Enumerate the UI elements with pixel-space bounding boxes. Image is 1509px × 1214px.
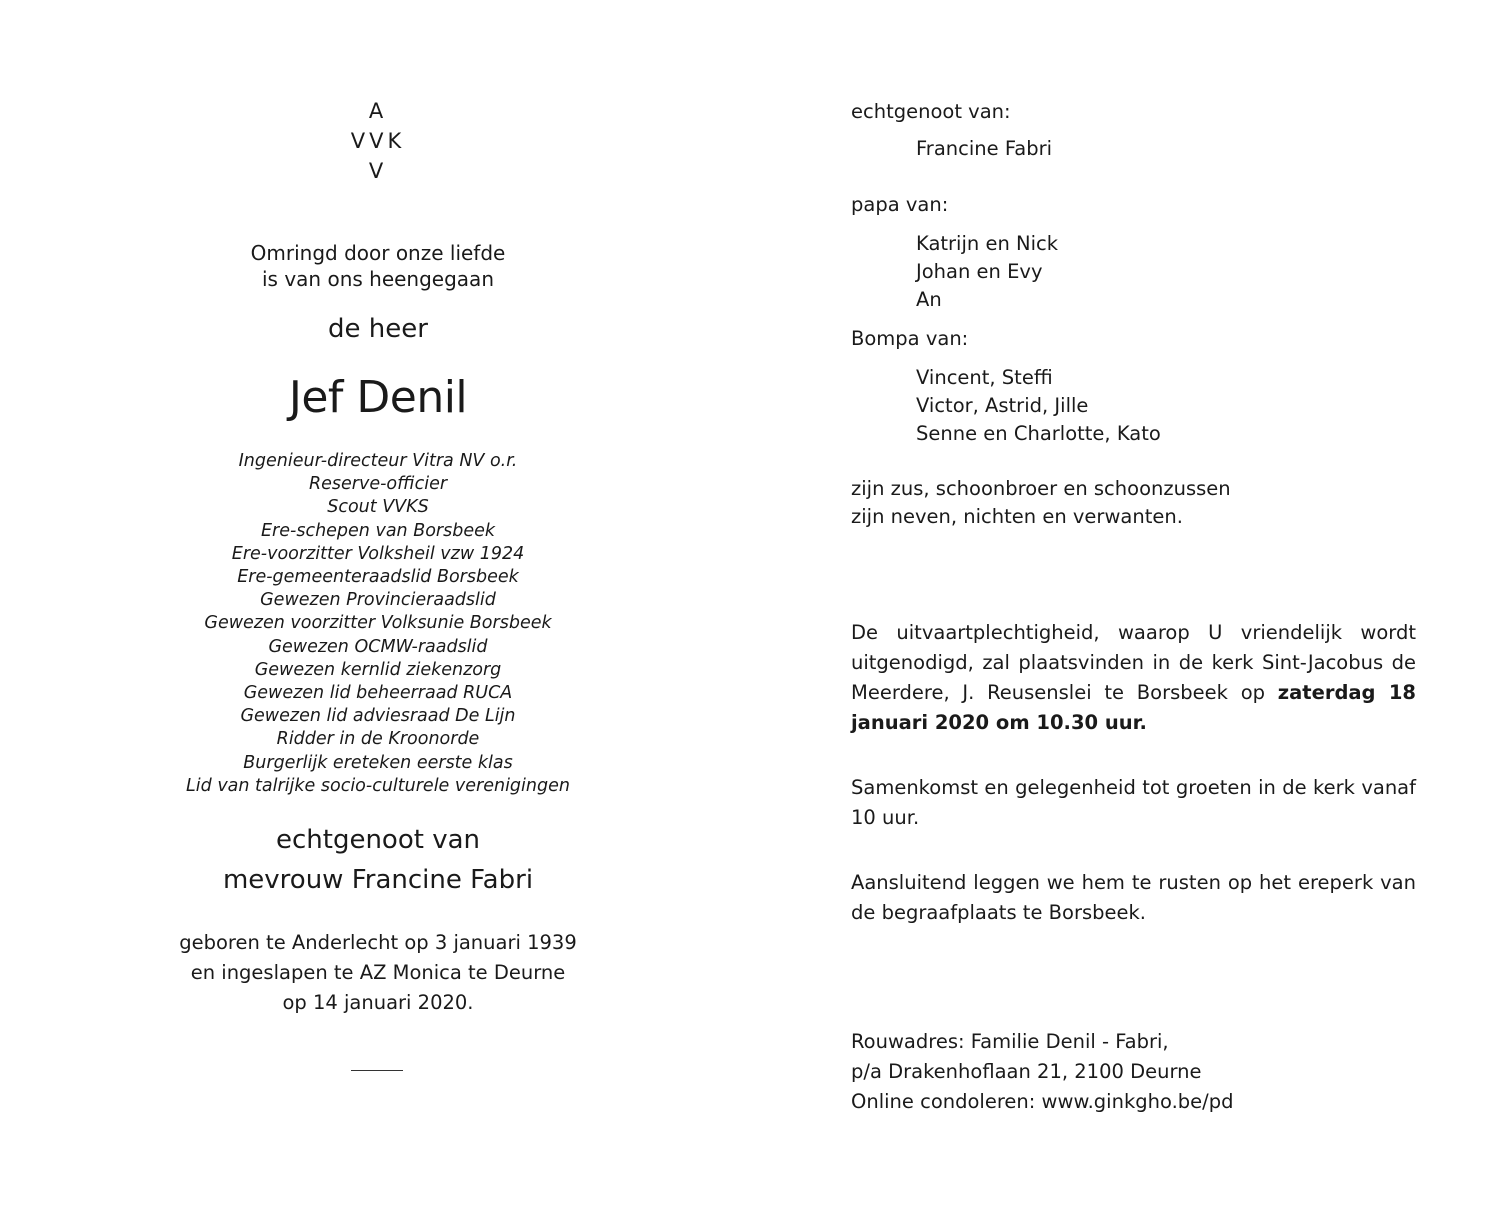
grandchild-item: Victor, Astrid, Jille [916,394,1089,417]
title-item: Reserve-officier [308,474,448,495]
title-item: Ridder in de Kroonorde [276,729,480,750]
divider-line [351,1070,403,1071]
intro-text [150,240,606,292]
child-item: Katrijn en Nick [916,232,1059,255]
birth-death-block [150,928,606,1018]
address-line: p/a Drakenhoflaan 21, 2100 Deurne [851,1060,1202,1083]
born-line: op 14 januari 2020. [282,991,474,1014]
spouse-line: mevrouw Francine Fabri [222,865,534,895]
monogram [150,96,606,186]
spouse-name: Francine Fabri [916,137,1053,160]
funeral-text: De uitvaartplechtigheid, waarop U vriendelijk wordt uitgenodigd, zal plaatsvinden in de kerk Sint-Jacobus de Meerdere, J. Reusenslei te Borsbeek op [851,621,1416,704]
title-item: Ere-gemeenteraadslid Borsbeek [237,567,519,588]
title-item: Gewezen lid adviesraad De Lijn [240,706,516,727]
child-item: An [916,288,942,311]
intro-line: Omringd door onze liefde [250,241,506,265]
address-block [851,1027,1233,1117]
title-item: Gewezen OCMW-raadslid [268,636,488,657]
grandchildren-list [916,364,1161,448]
title-item: Gewezen lid beheerraad RUCA [243,683,513,704]
title-item: Ingenieur-directeur Vitra NV o.r. [238,451,518,471]
deceased-name: Jef Denil [288,372,468,423]
family-line: zijn zus, schoonbroer en schoonzussen [851,477,1231,500]
family-line: zijn neven, nichten en verwanten. [851,505,1183,528]
title-item: Ere-schepen van Borsbeek [261,520,495,541]
titles-list [150,450,606,798]
intro-line: is van ons heengegaan [262,267,494,291]
funeral-paragraph [851,618,1416,738]
bompa-label: Bompa van: [851,327,969,350]
papa-label: papa van: [851,193,949,216]
address-line: Online condoleren: www.ginkgho.be/pd [851,1090,1234,1113]
monogram-line: V [368,159,388,183]
left-page [150,0,606,1214]
title-item: Gewezen kernlid ziekenzorg [254,659,502,680]
title-item: Ere-voorzitter Volksheil vzw 1924 [231,543,525,564]
title-item: Scout VVKS [327,497,429,518]
monogram-line: VVK [350,129,406,153]
family-block [851,475,1231,531]
title-item: Gewezen voorzitter Volksunie Borsbeek [204,613,552,634]
born-line: geboren te Anderlecht op 3 januari 1939 [179,931,577,954]
grandchild-item: Vincent, Steffi [916,366,1053,389]
spouse-label: echtgenoot van: [851,100,1011,123]
burial-paragraph: Aansluitend leggen we hem te rusten op het ereperk van de begraafplaats te Borsbeek. [851,871,1416,924]
spouse-block [150,820,606,900]
children-list [916,230,1058,314]
grandchild-item: Senne en Charlotte, Kato [916,422,1161,445]
gathering-paragraph: Samenkomst en gelegenheid tot groeten in de kerk vanaf 10 uur. [851,776,1416,829]
salutation: de heer [328,314,428,344]
spouse-line: echtgenoot van [275,825,480,855]
right-page [851,0,1416,1214]
title-item: Lid van talrijke socio-culturele verenigingen [186,775,570,796]
monogram-line: A [368,99,388,123]
born-line: en ingeslapen te AZ Monica te Deurne [190,961,566,984]
address-line: Rouwadres: Familie Denil - Fabri, [851,1030,1169,1053]
title-item: Gewezen Provincieraadslid [260,590,496,611]
child-item: Johan en Evy [916,260,1043,283]
funeral-date: zaterdag 18 januari 2020 om 10.30 uur. [851,681,1416,734]
title-item: Burgerlijk ereteken eerste klas [243,752,513,773]
